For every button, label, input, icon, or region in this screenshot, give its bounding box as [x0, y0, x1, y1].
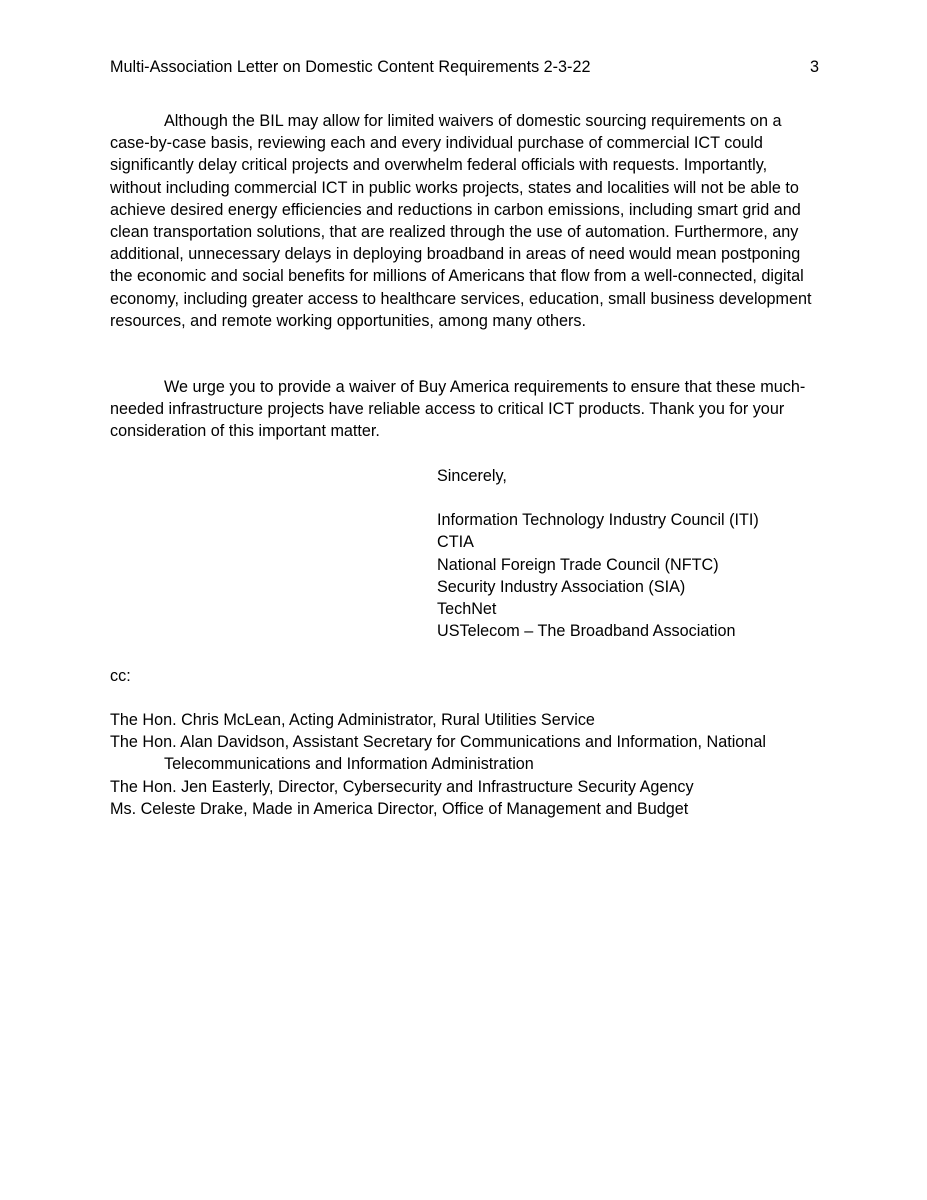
signatory-organization: TechNet — [437, 600, 497, 619]
body-paragraph-1: Although the BIL may allow for limited waivers of domestic sourcing requirements on a case-by-case basis, reviewing each and every individual purchase of commercial ICT could significantly delay critical projects and overwhelm federal officials with requests. Importantly, without including commercial ICT in public works projects, states and localities will not be able to achieve desired energy efficiencies and reductions in carbon emissions, including smart grid and clean transportation solutions, that are realized through the use of automation. Furthermore, any additional, unnecessary delays in deploying broadband in areas of need would mean postponing the economic and social benefits for millions of Americans that flow from a well-connected, digital economy, including greater access to healthcare services, education, small business development resources, and remote working opportunities, among many others. — [110, 112, 812, 330]
signature-block — [437, 465, 857, 642]
signatory-list — [437, 509, 857, 642]
header-title: Multi-Association Letter on Domestic Content Requirements 2-3-22 — [110, 58, 591, 76]
page-number: 3 — [809, 58, 819, 76]
signatory-organization: Security Industry Association (SIA) — [437, 577, 686, 596]
cc-recipient: The Hon. Chris McLean, Acting Administrator, Rural Utilities Service — [110, 711, 595, 729]
cc-recipient: The Hon. Jen Easterly, Director, Cybersecurity and Infrastructure Security Agency — [110, 777, 694, 796]
closing-line: Sincerely, — [437, 467, 507, 485]
cc-recipient-list — [110, 709, 830, 820]
signatory-organization: Information Technology Industry Council (ITI) — [437, 511, 759, 530]
cc-recipient: The Hon. Alan Davidson, Assistant Secretary for Communications and Information, National Telecommunications and Information Administration — [110, 733, 766, 774]
signatory-organization: USTelecom – The Broadband Association — [437, 622, 736, 641]
body-paragraph-2: We urge you to provide a waiver of Buy America requirements to ensure that these much-needed infrastructure projects have reliable access to critical ICT products. Thank you for your consideration of this important matter. — [110, 378, 806, 441]
signatory-organization: CTIA — [437, 533, 474, 552]
cc-recipient: Ms. Celeste Drake, Made in America Director, Office of Management and Budget — [110, 799, 689, 818]
cc-label: cc: — [110, 667, 131, 685]
signatory-organization: National Foreign Trade Council (NFTC) — [437, 555, 719, 574]
page-header — [110, 56, 819, 78]
